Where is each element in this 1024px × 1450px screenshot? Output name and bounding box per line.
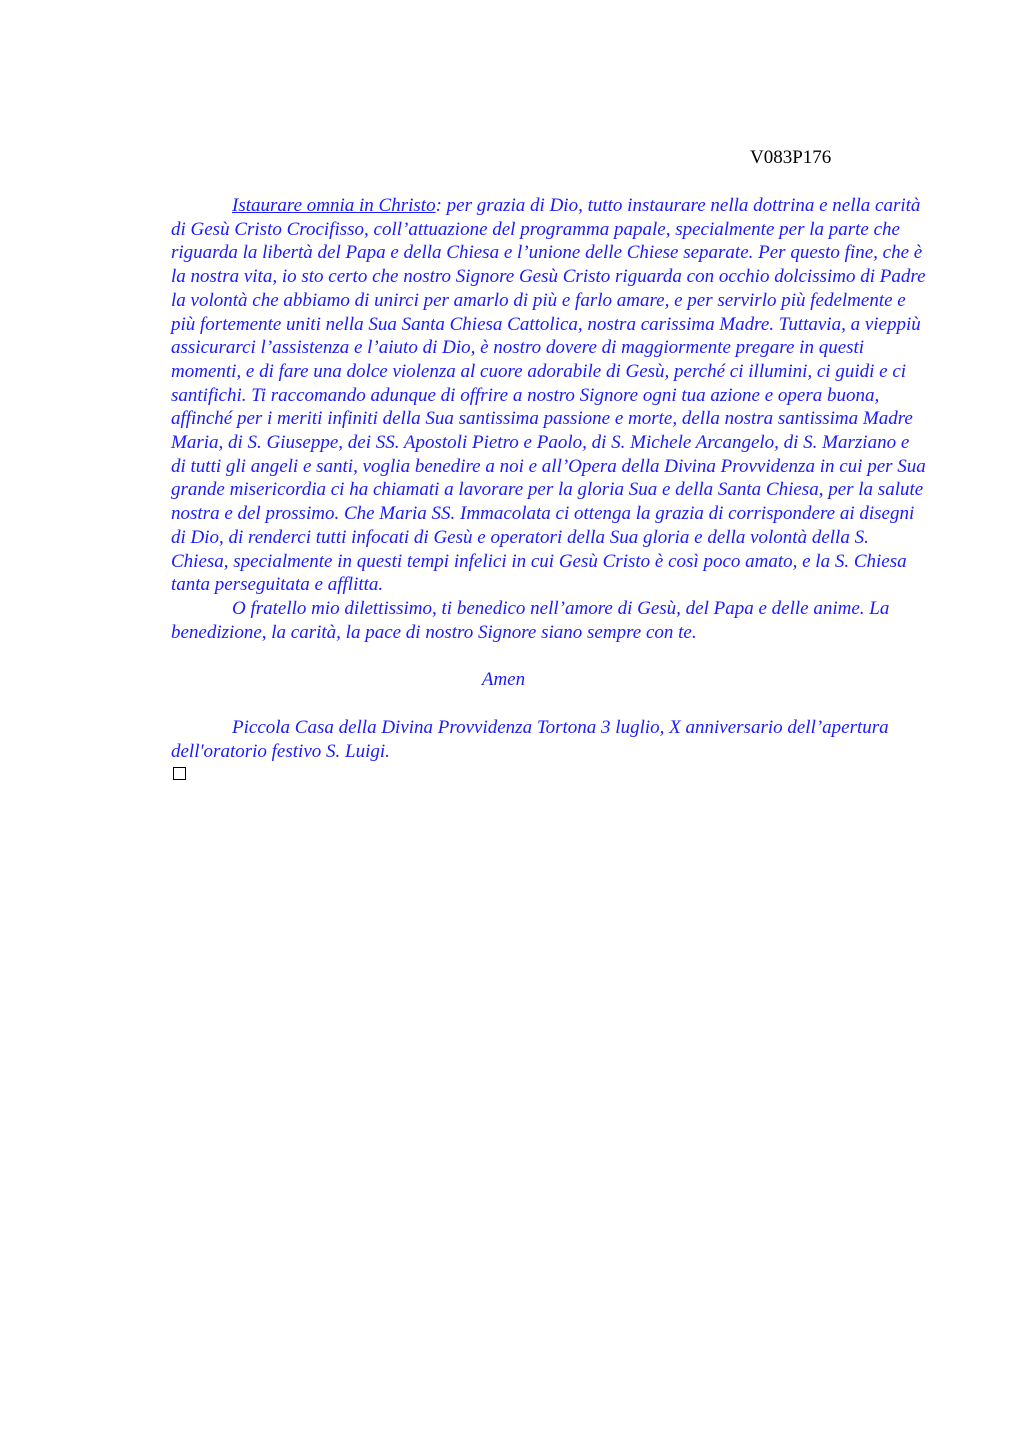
closing-amen: Amen <box>481 669 526 691</box>
paragraph-1-text: : per grazia di Dio, tutto instaurare nella dottrina e nella carità di Gesù Cristo Crocifisso, coll’attuazione del programma papale, specialmente per la parte che riguarda la libertà del Papa e della Chiesa e l’unione delle Chiese separate. Per questo fine, che è la nostra vita, io sto certo che nostro Signore Gesù Cristo riguarda con occhio dolcissimo di Padre la volontà che abbiamo di unirci per amarlo di più e farlo amare, e per servirlo più fedelmente e più fortemente uniti nella Sua Santa Chiesa Cattolica, nostra carissima Madre. Tuttavia, a vieppiù assicurarci l’assistenza e l’aiuto di Dio, è nostro dovere di maggiormente pregare in questi momenti, e di fare una dolce violenza al cuore adorabile di Gesù, perché ci illumini, ci guidi e ci santifichi. Ti raccomando adunque di offrire a nostro Signore ogni tua azione e opera buona, affinché per i meriti infiniti della Sua santissima passione e morte, della nostra santissima Madre Maria, di S. Giuseppe, dei SS. Apostoli Pietro e Paolo, di S. Michele Arcangelo, di S. Marziano e di tutti gli angeli e santi, voglia benedire a noi e all’Opera della Divina Provvidenza in cui per Sua grande misericordia ci ha chiamati a lavorare per la gloria Sua e della Santa Chiesa, per la salute nostra e del prossimo. Che Maria SS. Immacolata ci ottenga la grazia di corrispondere ai disegni di Dio, di renderci tutti infocati di Gesù e operatori della Sua gloria e della volontà della S. Chiesa, specialmente in questi tempi infelici in cui Gesù Cristo è così poco amato, e la S. Chiesa tanta perseguitata e afflitta. <box>171 195 926 596</box>
letter-body <box>171 194 928 780</box>
paragraph-2: O fratello mio dilettissimo, ti benedico nell’amore di Gesù, del Papa e delle anime. La benedizione, la carità, la pace di nostro Signore siano sempre con te. <box>171 597 890 643</box>
opening-title: Istaurare omnia in Christo <box>232 195 436 216</box>
end-marker-box-icon <box>173 767 186 780</box>
signoff-place-date: Piccola Casa della Divina Provvidenza Tortona 3 luglio, X anniversario dell’apertura dell'oratorio festivo S. Luigi. <box>171 717 889 762</box>
paragraph-1 <box>171 194 928 597</box>
page-reference: V083P176 <box>750 147 832 168</box>
